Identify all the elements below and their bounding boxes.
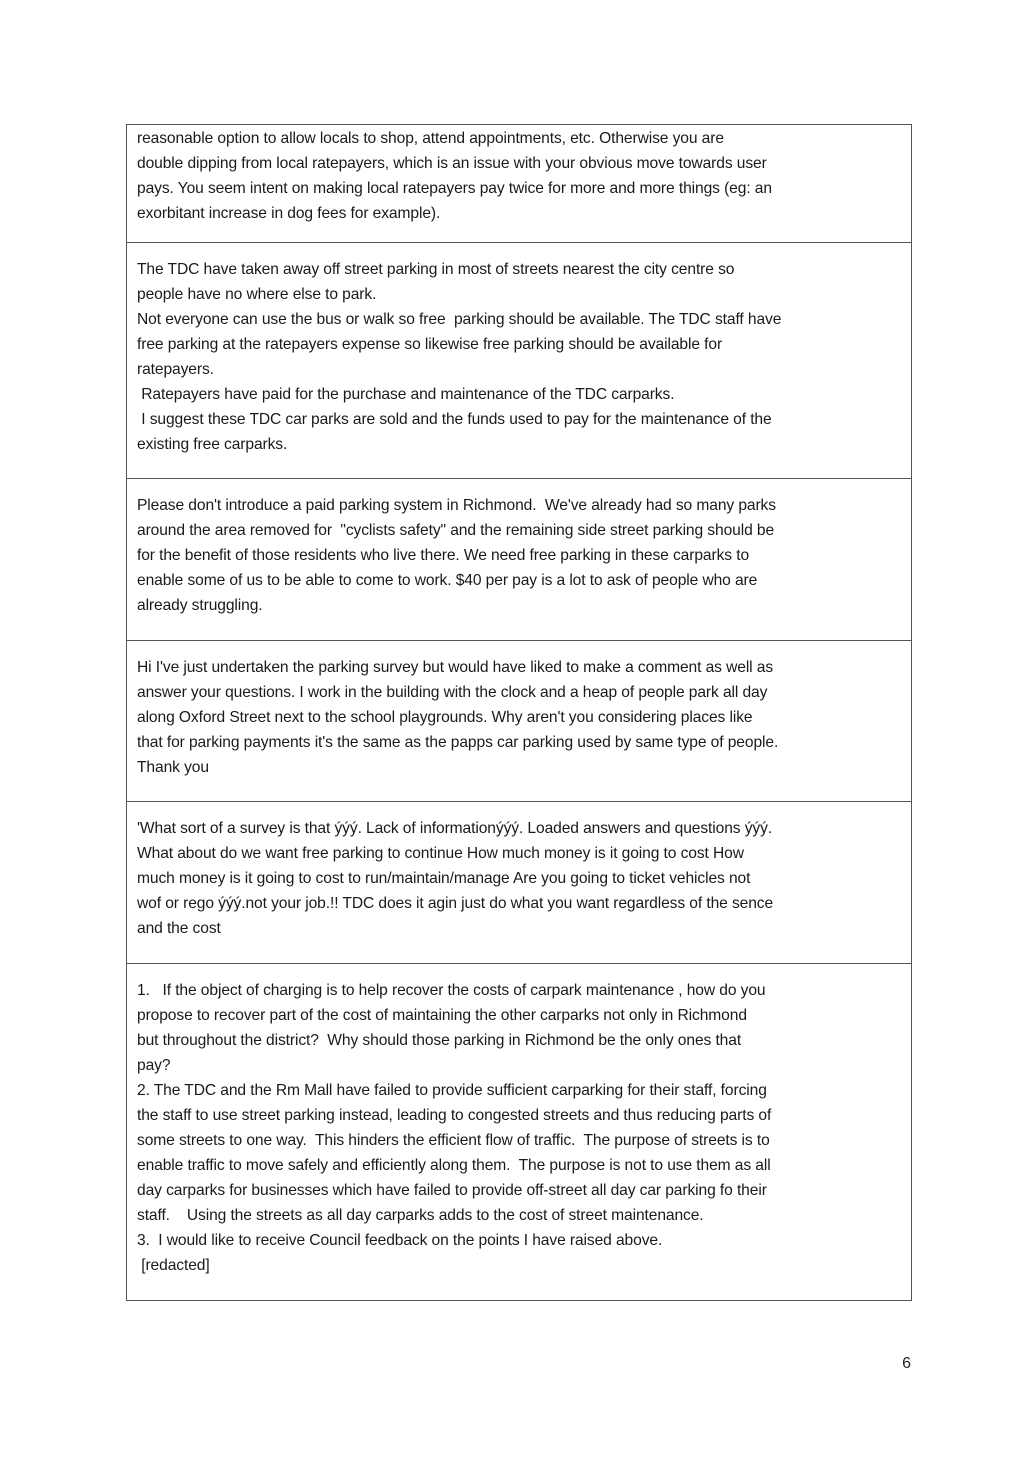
text-line: the staff to use street parking instead, leading to congested streets and thus reducing parts of (137, 1107, 772, 1124)
text-line: free parking at the ratepayers expense so likewise free parking should be available for (137, 336, 723, 353)
text-line: already struggling. (137, 597, 263, 614)
text-line: reasonable option to allow locals to shop, attend appointments, etc. Otherwise you are (137, 130, 724, 147)
text-line: pays. You seem intent on making local ratepayers pay twice for more and more things (eg: an (137, 180, 772, 197)
text-line: 2. The TDC and the Rm Mall have failed to provide sufficient carparking for their staff, forcing (137, 1082, 767, 1099)
submission-row (127, 125, 911, 242)
text-line: exorbitant increase in dog fees for example). (137, 205, 441, 222)
text-line: existing free carparks. (137, 436, 288, 453)
text-line: around the area removed for "cyclists safety" and the remaining side street parking should be (137, 522, 775, 539)
text-line: for the benefit of those residents who live there. We need free parking in these carparks to (137, 547, 750, 564)
text-line: wof or rego ýýý.not your job.!! TDC does it agin just do what you want regardless of the sence (137, 895, 774, 912)
text-line: Hi I've just undertaken the parking survey but would have liked to make a comment as well as (137, 659, 774, 676)
text-line: that for parking payments it's the same as the papps car parking used by same type of people. (137, 734, 779, 751)
submission-row (127, 242, 911, 478)
text-line: pay? (137, 1057, 171, 1074)
submission-row (127, 640, 911, 801)
text-line: 'What sort of a survey is that ýýý. Lack of informationýýý. Loaded answers and questions ýýý. (137, 820, 773, 837)
text-line: much money is it going to cost to run/maintain/manage Are you going to ticket vehicles not (137, 870, 751, 887)
text-line: day carparks for businesses which have failed to provide off-street all day car parking fo their (137, 1182, 767, 1199)
submissions-table (126, 124, 912, 1301)
text-line: along Oxford Street next to the school playgrounds. Why aren't you considering places like (137, 709, 753, 726)
text-line: Please don't introduce a paid parking system in Richmond. We've already had so many parks (137, 497, 776, 514)
text-line: double dipping from local ratepayers, which is an issue with your obvious move towards user (137, 155, 767, 172)
text-line: ratepayers. (137, 361, 214, 378)
text-line: Thank you (137, 759, 209, 776)
submission-row (127, 801, 911, 963)
text-line: people have no where else to park. (137, 286, 377, 303)
text-line: What about do we want free parking to continue How much money is it going to cost How (137, 845, 744, 862)
text-line: enable traffic to move safely and efficiently along them. The purpose is not to use them as all (137, 1157, 771, 1174)
text-line: enable some of us to be able to come to work. $40 per pay is a lot to ask of people who are (137, 572, 758, 589)
text-line: I suggest these TDC car parks are sold and the funds used to pay for the maintenance of the (137, 411, 772, 428)
text-line: but throughout the district? Why should those parking in Richmond be the only ones that (137, 1032, 742, 1049)
text-line: and the cost (137, 920, 221, 937)
text-line: Not everyone can use the bus or walk so free parking should be available. The TDC staff have (137, 311, 782, 328)
text-line: 1. If the object of charging is to help recover the costs of carpark maintenance , how do you (137, 982, 766, 999)
text-line: staff. Using the streets as all day carparks adds to the cost of street maintenance. (137, 1207, 704, 1224)
submission-row (127, 478, 911, 640)
page-number: 6 (902, 1355, 911, 1372)
text-line: 3. I would like to receive Council feedback on the points I have raised above. (137, 1232, 663, 1249)
text-line: propose to recover part of the cost of maintaining the other carparks not only in Richmond (137, 1007, 747, 1024)
text-line: [redacted] (137, 1257, 210, 1274)
text-line: some streets to one way. This hinders the efficient flow of traffic. The purpose of streets is to (137, 1132, 770, 1149)
text-line: The TDC have taken away off street parking in most of streets nearest the city centre so (137, 261, 735, 278)
submission-row (127, 963, 911, 1300)
text-line: answer your questions. I work in the building with the clock and a heap of people park all day (137, 684, 768, 701)
text-line: Ratepayers have paid for the purchase and maintenance of the TDC carparks. (137, 386, 675, 403)
